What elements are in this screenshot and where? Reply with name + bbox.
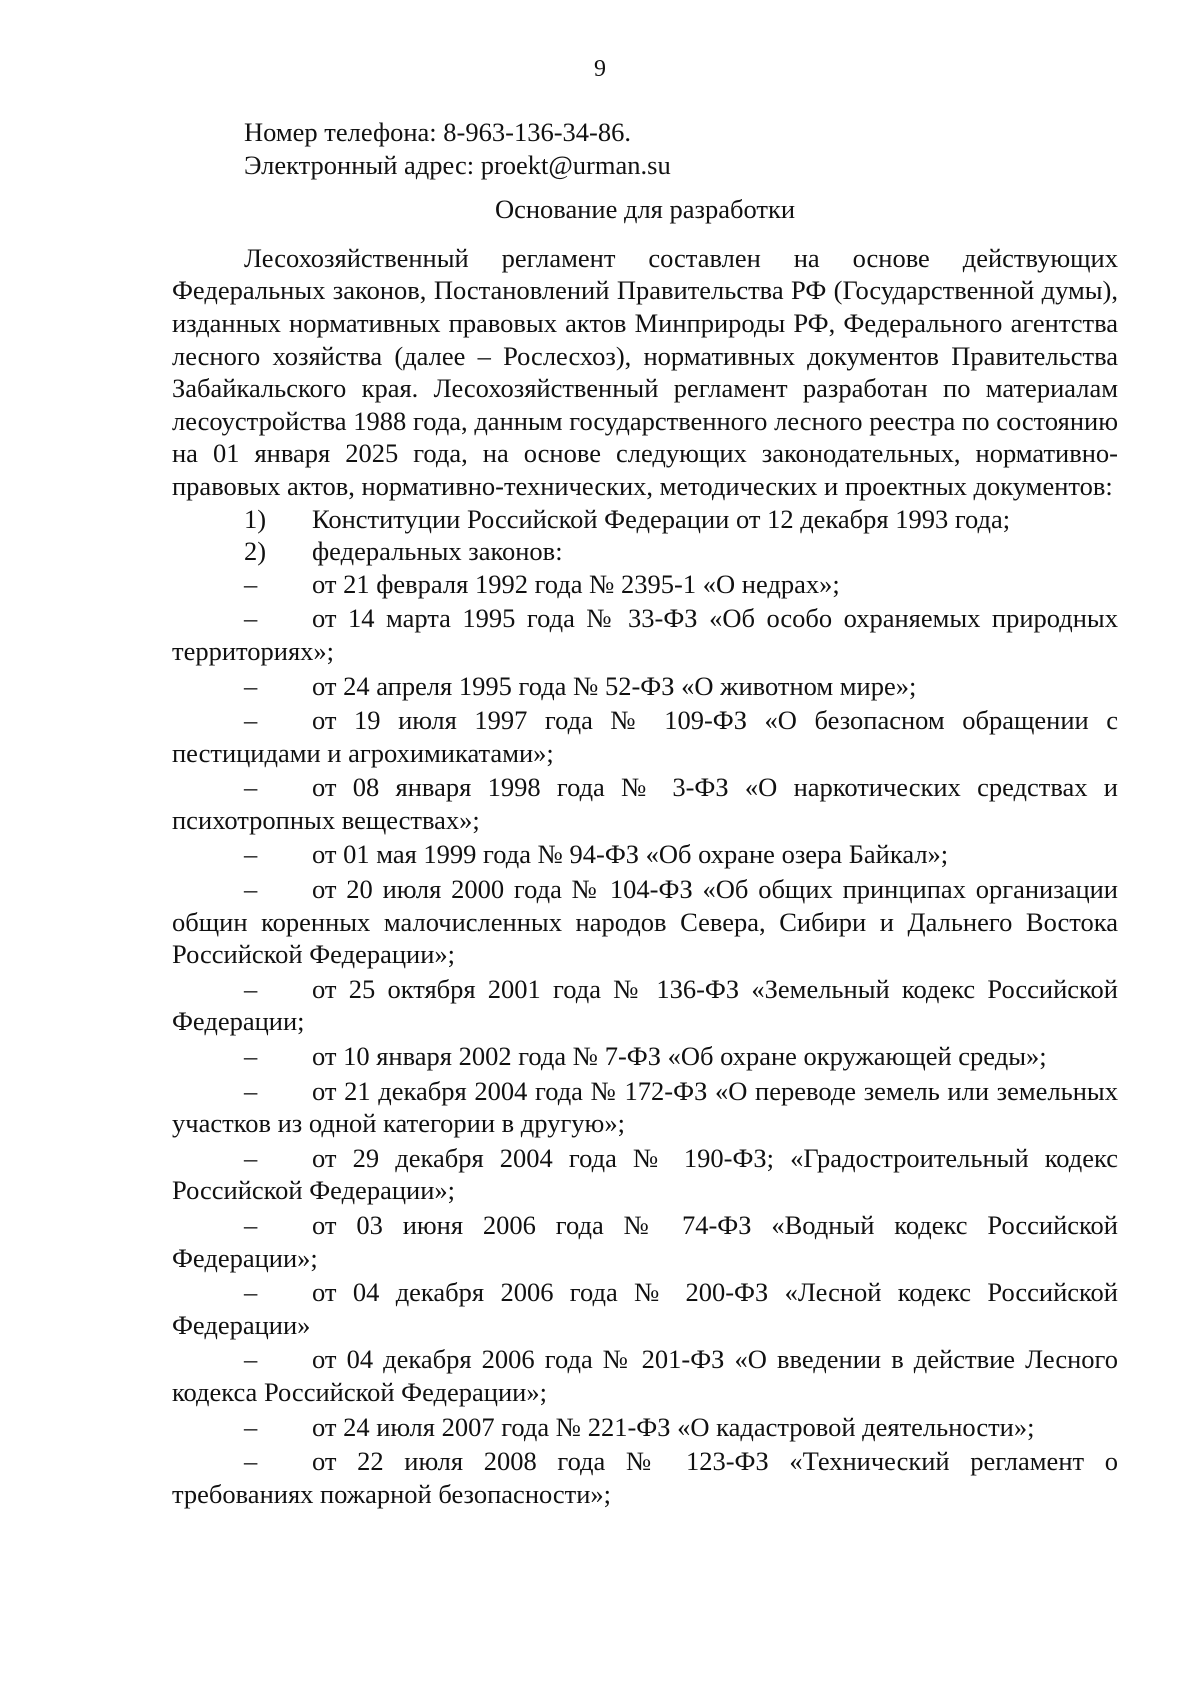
law-text: от 03 июня 2006 года № 74-ФЗ «Водный кодекс Российской Федерации»; xyxy=(172,1210,1118,1273)
dash-marker: – xyxy=(244,705,258,736)
section-heading: Основание для разработки xyxy=(494,194,796,225)
law-text: от 24 апреля 1995 года № 52-ФЗ «О животном мире»; xyxy=(312,670,917,701)
law-item xyxy=(172,1411,1118,1444)
law-text: от 14 марта 1995 года № 33-ФЗ «Об особо охраняемых природных территориях»; xyxy=(172,603,1118,666)
law-text: от 25 октября 2001 года № 136-ФЗ «Земельный кодекс Российской Федерации; xyxy=(172,973,1118,1037)
law-text: от 29 декабря 2004 года № 190-ФЗ; «Градостроительный кодекс Российской Федерации»; xyxy=(172,1142,1118,1206)
law-item xyxy=(172,704,1118,769)
dash-marker: – xyxy=(244,603,258,634)
numbered-item xyxy=(172,535,1118,568)
law-text: от 22 июля 2008 года № 123-ФЗ «Технический регламент о требованиях пожарной безопасности»; xyxy=(172,1446,1118,1509)
phone-line: Номер телефона: 8-963-136-34-86. xyxy=(244,117,631,147)
law-text: от 01 мая 1999 года № 94-ФЗ «Об охране озера Байкал»; xyxy=(312,839,949,870)
email-line: Электронный адрес: proekt@urman.su xyxy=(244,149,671,180)
dash-marker: – xyxy=(244,568,258,599)
dash-marker: – xyxy=(244,1446,258,1477)
law-item xyxy=(172,1276,1118,1341)
dash-marker: – xyxy=(244,1142,258,1173)
law-item xyxy=(172,873,1118,971)
law-item xyxy=(172,1142,1118,1207)
law-text: от 10 января 2002 года № 7-ФЗ «Об охране окружающей среды»; xyxy=(312,1041,1047,1072)
law-item xyxy=(172,1343,1118,1408)
law-item xyxy=(172,771,1118,836)
law-text: от 21 февраля 1992 года № 2395-1 «О недрах»; xyxy=(312,568,840,599)
law-item xyxy=(172,838,1118,871)
law-item xyxy=(172,1075,1118,1140)
law-item xyxy=(172,1209,1118,1274)
intro-paragraph: Лесохозяйственный регламент составлен на основе действующих Федеральных законов, Постановлений Правительства РФ (Государственной думы), изданных нормативных правовых актов Минприроды РФ, Федерального агентства лесного хозяйства (далее – Рослесхоз), нормативных документов Правительства Забайкальского края. Лесохозяйственный регламент разработан по материалам лесоустройства 1988 года, данным государственного лесного реестра по состоянию на 01 января 2025 года, на основе следующих законодательных, нормативно-правовых актов, нормативно-технических, методических и проектных документов: xyxy=(172,242,1118,501)
dash-marker: – xyxy=(244,670,258,701)
dash-marker: – xyxy=(244,1411,258,1442)
law-text: от 24 июля 2007 года № 221-ФЗ «О кадастровой деятельности»; xyxy=(312,1411,1035,1442)
dash-marker: – xyxy=(244,772,258,803)
law-item xyxy=(172,1040,1118,1073)
dash-marker: – xyxy=(244,874,258,905)
law-item xyxy=(172,568,1118,601)
dash-marker: – xyxy=(244,1277,258,1308)
law-item xyxy=(172,1445,1118,1510)
dash-marker: – xyxy=(244,973,258,1004)
item-marker: 2) xyxy=(244,536,267,567)
page-number: 9 xyxy=(594,56,606,82)
item-text: Конституции Российской Федерации от 12 декабря 1993 года; xyxy=(312,503,1011,534)
item-marker: 1) xyxy=(244,503,267,534)
numbered-list xyxy=(172,503,1118,568)
law-text: от 08 января 1998 года № 3-ФЗ «О наркотических средствах и психотропных веществах»; xyxy=(172,772,1118,835)
law-list xyxy=(172,568,1118,1511)
law-text: от 04 декабря 2006 года № 200-ФЗ «Лесной кодекс Российской Федерации» xyxy=(172,1277,1118,1340)
page-content xyxy=(172,116,1118,1512)
law-item xyxy=(172,973,1118,1038)
law-text: от 21 декабря 2004 года № 172-ФЗ «О переводе земель или земельных участков из одной категории в другую»; xyxy=(172,1075,1118,1139)
law-text: от 19 июля 1997 года № 109-ФЗ «О безопасном обращении с пестицидами и агрохимикатами»; xyxy=(172,705,1118,768)
law-text: от 20 июля 2000 года № 104-ФЗ «Об общих принципах организации общин коренных малочисленных народов Севера, Сибири и Дальнего Востока Российской Федерации»; xyxy=(172,874,1118,970)
law-text: от 04 декабря 2006 года № 201-ФЗ «О введении в действие Лесного кодекса Российской Федерации»; xyxy=(172,1344,1118,1407)
law-item xyxy=(172,602,1118,667)
item-text: федеральных законов: xyxy=(312,536,563,567)
dash-marker: – xyxy=(244,1344,258,1375)
dash-marker: – xyxy=(244,839,258,870)
dash-marker: – xyxy=(244,1075,258,1106)
law-item xyxy=(172,670,1118,703)
numbered-item xyxy=(172,503,1118,536)
dash-marker: – xyxy=(244,1041,258,1072)
dash-marker: – xyxy=(244,1210,258,1240)
